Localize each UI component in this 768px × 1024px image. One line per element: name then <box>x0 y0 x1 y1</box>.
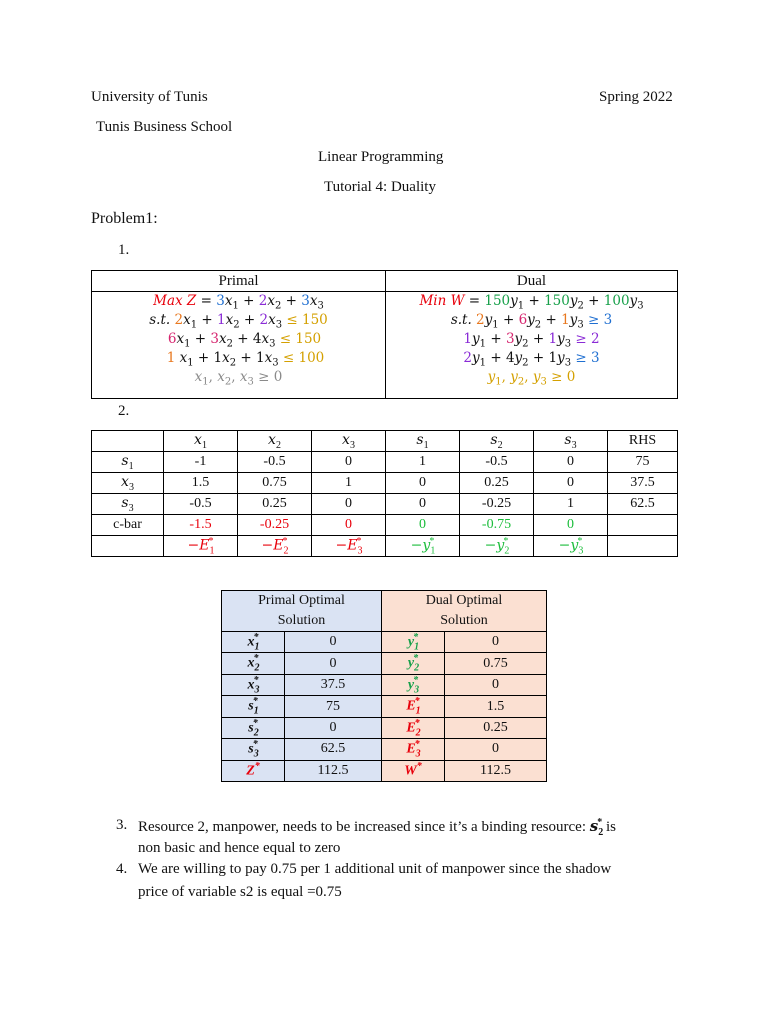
cbar-cell <box>608 515 678 536</box>
var-e3: $E_3^*$ <box>382 739 445 760</box>
cell: -0.5 <box>164 494 238 515</box>
mapping-y2: $-y_2^*$ <box>460 536 534 557</box>
value: 0 <box>285 632 382 653</box>
s2-star: s <box>589 817 599 835</box>
header-x2: $x_2$ <box>238 431 312 452</box>
cbar-cell: 0 <box>534 515 608 536</box>
cell: 0 <box>386 473 460 494</box>
table-row <box>222 717 547 738</box>
value: 0 <box>285 653 382 674</box>
basis-s3: $s_3$ <box>92 494 164 515</box>
question-2-number: 2. <box>118 403 130 419</box>
optimal-solution-table <box>221 590 547 782</box>
cell: 75 <box>608 452 678 473</box>
primal-constraint-2: $6x_1 + 3x_2 + 4x_3 \le 150$ <box>167 331 322 350</box>
value: 0 <box>445 739 547 760</box>
mapping-empty <box>92 536 164 557</box>
cell: -0.5 <box>460 452 534 473</box>
cell: 0 <box>312 452 386 473</box>
dual-constraint-1: s.t. $2y_1 + 6y_2 + 1y_3 \ge 3$ <box>450 312 613 331</box>
mapping-e1: $-E_1^*$ <box>164 536 238 557</box>
var-z: Z* <box>222 760 285 781</box>
mapping-empty <box>608 536 678 557</box>
cell: 0.75 <box>238 473 312 494</box>
course-title: Linear Programming <box>318 149 444 165</box>
header-x3: $x_3$ <box>312 431 386 452</box>
table-row <box>92 473 678 494</box>
cell: -1 <box>164 452 238 473</box>
var-x1: $x_1^*$ <box>222 632 285 653</box>
cell: 1 <box>386 452 460 473</box>
primal-dual-table <box>91 270 678 399</box>
dual-title-line2: Solution <box>440 613 488 628</box>
basis-s1: $s_1$ <box>92 452 164 473</box>
var-w: W* <box>382 760 445 781</box>
mapping-y1: $-y_1^*$ <box>386 536 460 557</box>
dual-constraint-3: $2y_1 + 4y_2 + 1y_3 \ge 3$ <box>463 350 600 369</box>
table-row <box>222 674 547 695</box>
cell: -0.25 <box>460 494 534 515</box>
cell: 0.25 <box>460 473 534 494</box>
primal-title-line2: Solution <box>277 613 326 628</box>
cell: 1 <box>312 473 386 494</box>
university-name: University of Tunis <box>91 89 208 105</box>
primal-model <box>92 292 386 399</box>
primal-header: Primal <box>92 271 386 292</box>
table-row <box>222 739 547 760</box>
table-row <box>92 452 678 473</box>
var-e1: $E_1^*$ <box>382 696 445 717</box>
value: 1.5 <box>445 696 547 717</box>
mapping-y3: $-y_3^*$ <box>534 536 608 557</box>
dual-header: Dual <box>386 271 678 292</box>
mapping-e2: $-E_2^*$ <box>238 536 312 557</box>
mapping-e3: $-E_3^*$ <box>312 536 386 557</box>
cell: 37.5 <box>608 473 678 494</box>
header-rhs: RHS <box>608 431 678 452</box>
var-y3: $y_3^*$ <box>382 674 445 695</box>
basis-x3: $x_3$ <box>92 473 164 494</box>
value: 0 <box>445 632 547 653</box>
value: 112.5 <box>445 760 547 781</box>
table-row <box>222 632 547 653</box>
question-4-line1: We are willing to pay 0.75 per 1 additional unit of manpower since the shadow <box>138 861 612 877</box>
value: 0 <box>285 717 382 738</box>
table-row <box>92 494 678 515</box>
cbar-cell: 0 <box>386 515 460 536</box>
table-row <box>222 696 547 717</box>
tutorial-title: Tutorial 4: Duality <box>324 179 436 195</box>
question-4-number: 4. <box>116 861 128 877</box>
dual-nonnegativity: $y_1$, $y_2$, $y_3 \ge 0$ <box>487 369 576 388</box>
var-y1: $y_1^*$ <box>382 632 445 653</box>
cell: 1.5 <box>164 473 238 494</box>
value: 0.25 <box>445 717 547 738</box>
cbar-label: c-bar <box>92 515 164 536</box>
cell: 62.5 <box>608 494 678 515</box>
q3-text: Resource 2, manpower, needs to be increased since it’s a binding resource: <box>138 819 587 835</box>
value: 75 <box>285 696 382 717</box>
question-4-line2: price of variable s2 is equal =0.75 <box>138 884 342 900</box>
var-y2: $y_2^*$ <box>382 653 445 674</box>
header-s1: $s_1$ <box>386 431 460 452</box>
cell: 0 <box>534 452 608 473</box>
question-3-line1: Resource 2, manpower, needs to be increased since it’s a binding resource: $s_2^*$ is <box>138 817 616 838</box>
dual-constraint-2: $1y_1 + 3y_2 + 1y_3 \ge 2$ <box>463 331 600 350</box>
cell: 0 <box>534 473 608 494</box>
header-empty <box>92 431 164 452</box>
cbar-row <box>92 515 678 536</box>
var-s1: $s_1^*$ <box>222 696 285 717</box>
question-3-number: 3. <box>116 817 128 833</box>
cell: 0 <box>312 494 386 515</box>
problem-title: Problem1: <box>91 210 158 227</box>
cbar-cell: -1.5 <box>164 515 238 536</box>
var-x3: $x_3^*$ <box>222 674 285 695</box>
header-s2: $s_2$ <box>460 431 534 452</box>
primal-constraint-3: 1 $x_1 + 1x_2 + 1x_3 \le 100$ <box>166 350 325 369</box>
value: 0 <box>445 674 547 695</box>
header-s3: $s_3$ <box>534 431 608 452</box>
var-e2: $E_2^*$ <box>382 717 445 738</box>
dual-objective: Min $W = 150y_1 + 150y_2 + 100y_3$ <box>419 293 644 312</box>
primal-objective: Max $Z = 3x_1 + 2x_2 + 3x_3$ <box>153 293 324 312</box>
dual-optimal-title <box>382 591 547 632</box>
primal-optimal-title <box>222 591 382 632</box>
q3-is: is <box>605 819 616 835</box>
dual-title-line1: Dual Optimal <box>425 593 503 608</box>
value: 62.5 <box>285 739 382 760</box>
cell: 0 <box>386 494 460 515</box>
primal-nonnegativity: $x_1$, $x_2$, $x_3 \ge 0$ <box>194 369 283 388</box>
var-s2: $s_2^*$ <box>222 717 285 738</box>
primal-title-line1: Primal Optimal <box>258 593 345 608</box>
question-1-number: 1. <box>118 242 130 258</box>
cell: 1 <box>534 494 608 515</box>
cell: -0.5 <box>238 452 312 473</box>
dual-mapping-row <box>92 536 678 557</box>
table-row <box>222 653 547 674</box>
var-s3: $s_3^*$ <box>222 739 285 760</box>
value: 0.75 <box>445 653 547 674</box>
cbar-cell: 0 <box>312 515 386 536</box>
semester: Spring 2022 <box>599 89 673 105</box>
school-name: Tunis Business School <box>96 119 233 135</box>
dual-model <box>386 292 678 399</box>
var-x2: $x_2^*$ <box>222 653 285 674</box>
simplex-table <box>91 430 678 557</box>
header-x1: $x_1$ <box>164 431 238 452</box>
value: 112.5 <box>285 760 382 781</box>
value: 37.5 <box>285 674 382 695</box>
cell: 0.25 <box>238 494 312 515</box>
cbar-cell: -0.75 <box>460 515 534 536</box>
table-row <box>222 760 547 781</box>
cbar-cell: -0.25 <box>238 515 312 536</box>
primal-constraint-1: s.t. $2x_1 + 1x_2 + 2x_3 \le 150$ <box>149 312 328 331</box>
question-3-line2: non basic and hence equal to zero <box>138 840 341 856</box>
